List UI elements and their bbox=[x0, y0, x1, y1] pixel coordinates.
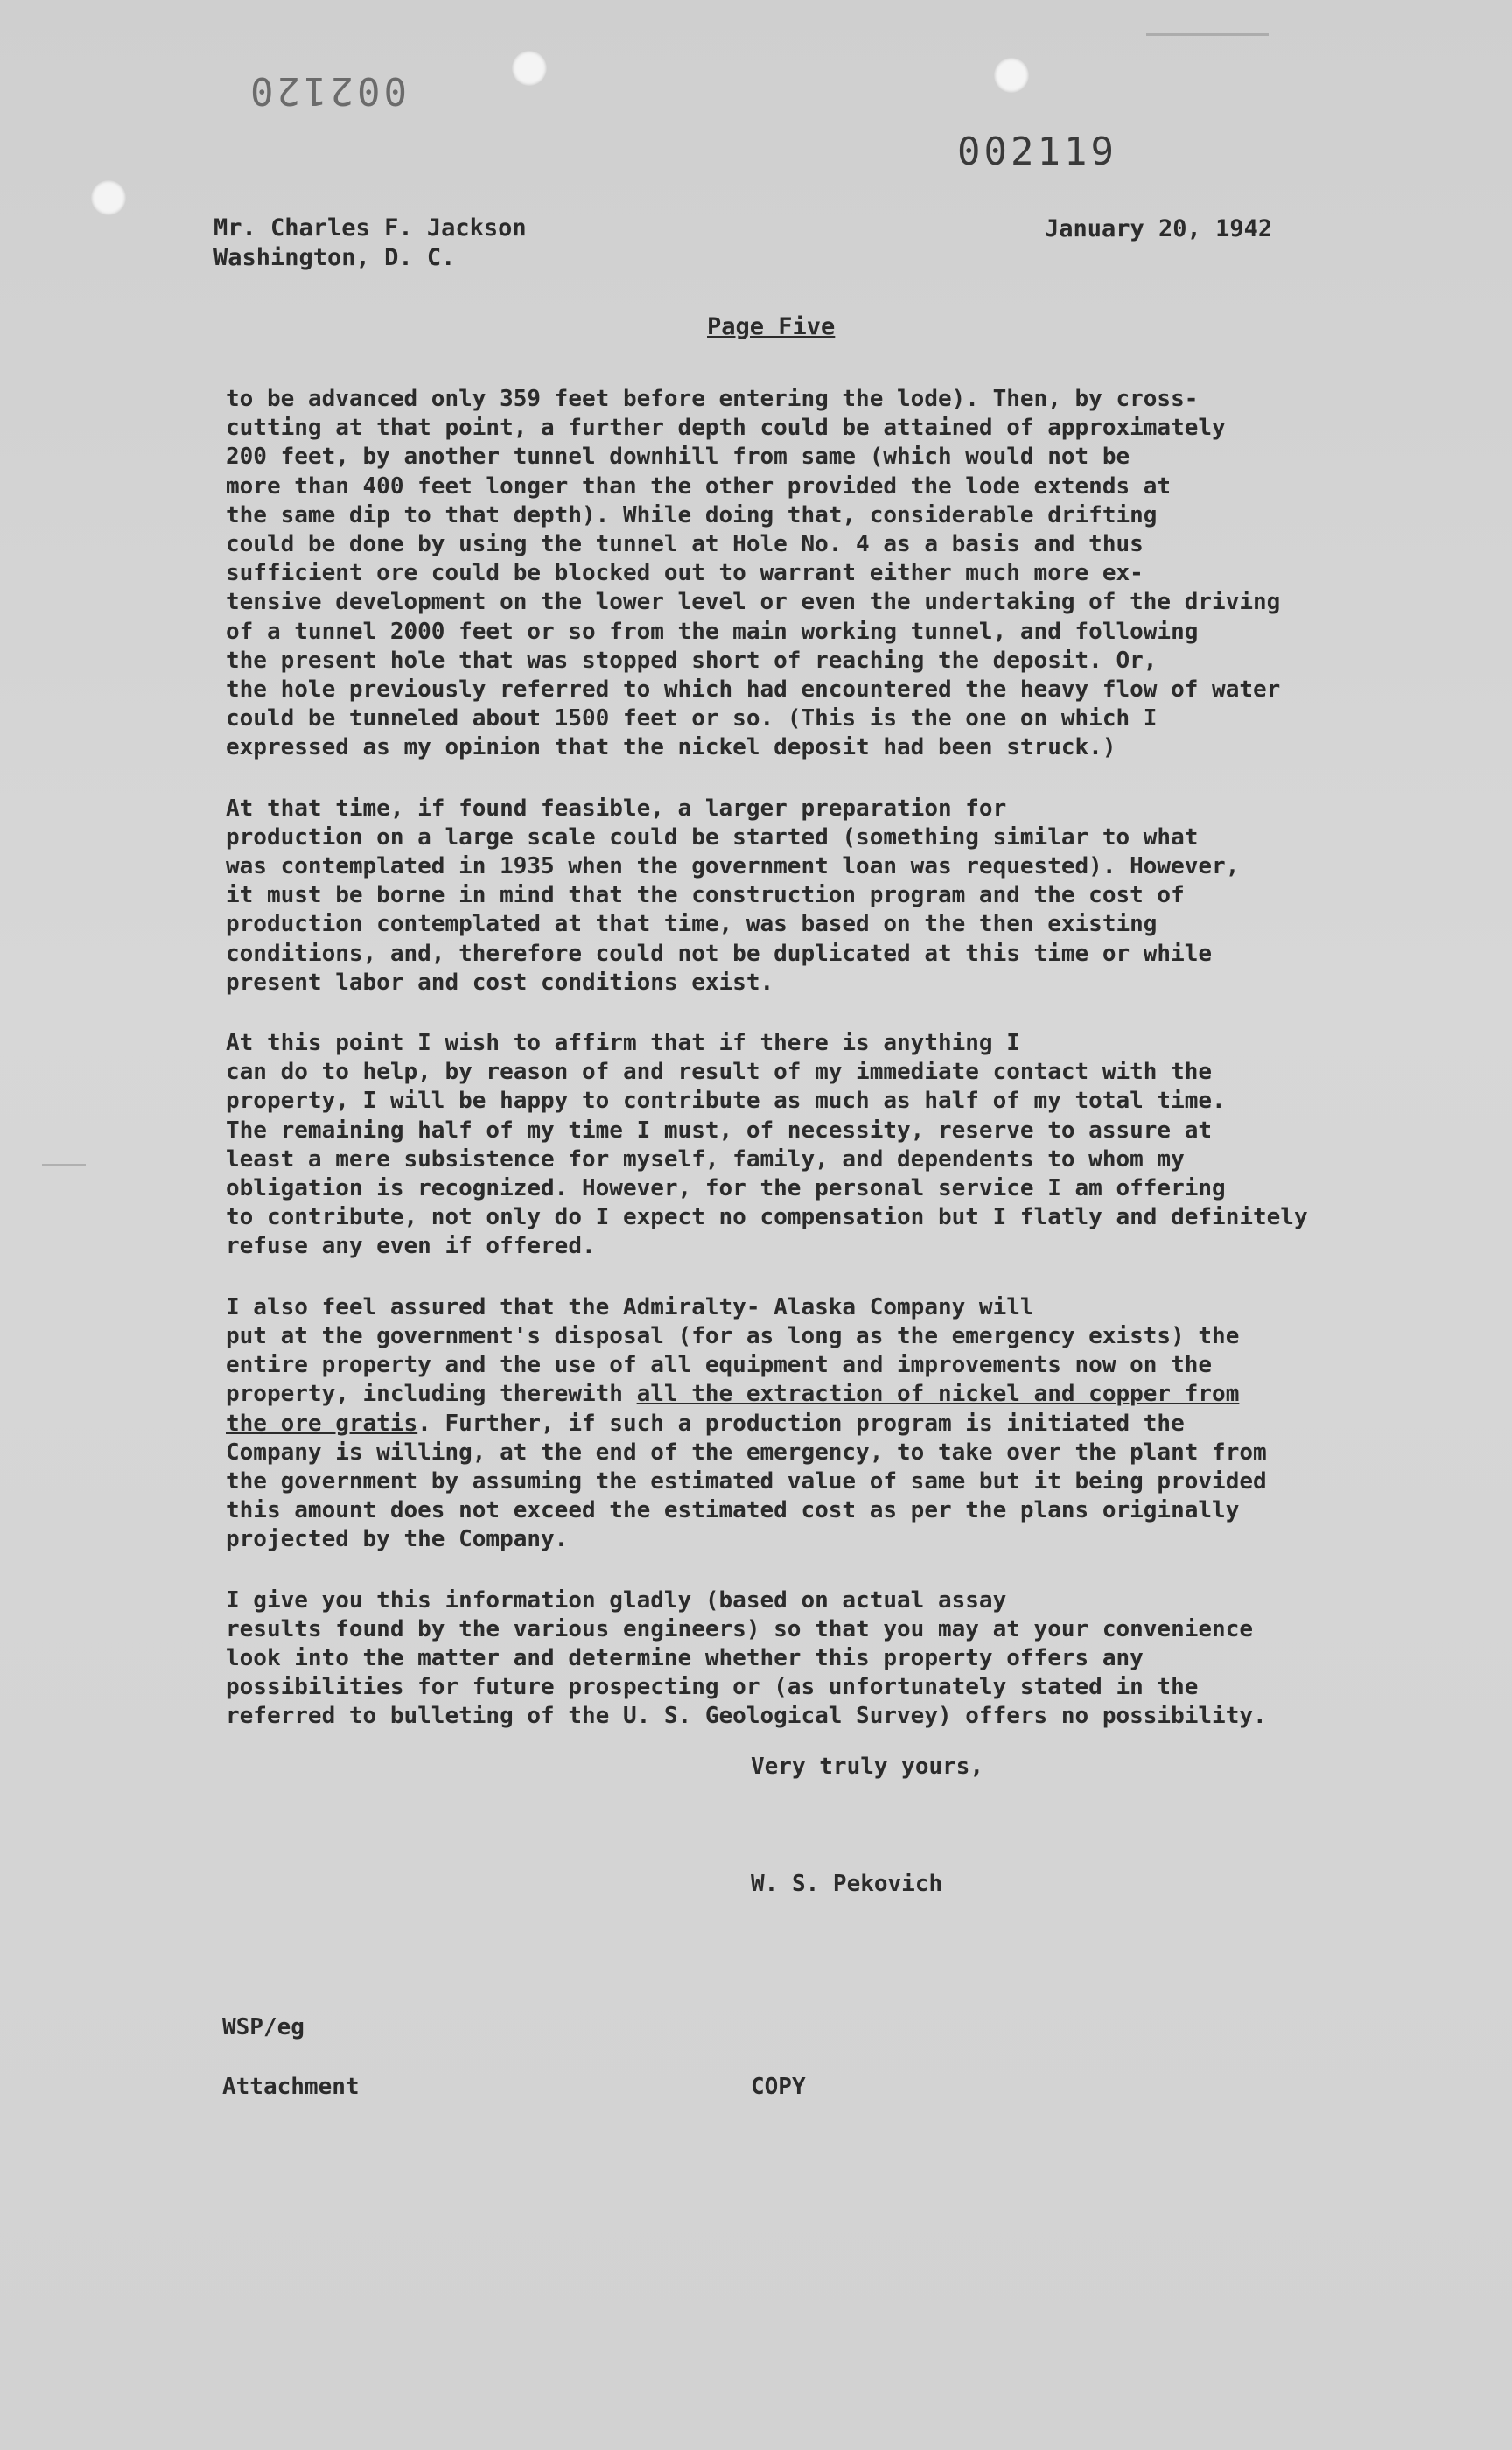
letter-date: January 20, 1942 bbox=[1045, 215, 1273, 242]
complimentary-close: Very truly yours, bbox=[751, 1754, 984, 1780]
punch-hole bbox=[512, 51, 547, 86]
paper-mark bbox=[1146, 33, 1269, 36]
mirrored-document-number: 002120 bbox=[247, 68, 407, 113]
underlined-phrase: all the extraction of nickel and copper from the ore gratis bbox=[226, 1381, 1240, 1437]
paragraph-4-end: . Further, if such a production program is initiated the Company is willing, at the end of the emergency, to take over the plant from the government by assuming the estimated value of same but it being provided this amount does not exceed the estimated cost as per the plans originally projected by the Company. bbox=[226, 1410, 1267, 1553]
document-number: 002119 bbox=[957, 130, 1117, 174]
signer-name: W. S. Pekovich bbox=[751, 1871, 943, 1897]
recipient-name: Mr. Charles F. Jackson bbox=[214, 214, 527, 242]
paragraph-3: At this point I wish to affirm that if there is anything I can do to help, by reason of and result of my immediate contact with the property, I will be happy to contribute as much as half of my total time. The remaining half of my time I must, of necessity, reserve to assure at least a mere subsistence for myself, family, and dependents to whom my obligation is recognized. However, for the personal service I am offering to contribute, not only do I expect no compensation but I flatly and definitely refuse any even if offered. bbox=[226, 1030, 1308, 1260]
punch-hole bbox=[994, 58, 1029, 93]
punch-hole bbox=[91, 180, 126, 215]
paragraph-4 bbox=[226, 1293, 1398, 1555]
letter-body bbox=[226, 385, 1398, 1763]
paragraph-1: to be advanced only 359 feet before entering the lode). Then, by cross- cutting at that point, a further depth could be attained of approximately 200 feet, by another tunnel downhill from same (which would not be more than 400 feet longer than the other provided the lode extends at the same dip to that depth). While doing that, considerable drifting could be done by using the tunnel at Hole No. 4 as a basis and thus sufficient ore could be blocked out to warrant either much more ex- tensive development on the lower level or even the undertaking of the driving of a tunnel 2000 feet or so from the main working tunnel, and following the present hole that was stopped short of reaching the deposit. Or, the hole previously referred to which had encountered the heavy flow of water could be tunneled about 1500 feet or so. (This is the one on which I expressed as my opinion that the nickel deposit had been struck.) bbox=[226, 386, 1281, 761]
paragraph-5: I give you this information gladly (based on actual assay results found by the various engineers) so that you may at your convenience look into the matter and determine whether this property offers any possibilities for future prospecting or (as unfortunately stated in the referred to bulleting of the U. S. Geological Survey) offers no possibility. bbox=[226, 1586, 1267, 1730]
reference-initials: WSP/eg bbox=[222, 2014, 304, 2040]
recipient-address bbox=[214, 214, 527, 273]
paragraph-2: At that time, if found feasible, a larger preparation for production on a large scale could be started (something similar to what was contemplated in 1935 when the government loan was requested). However, it must be borne in mind that the construction program and the cost of production contemplated at that time, was based on the then existing conditions, and, therefore could not be duplicated at this time or while present labor and cost conditions exist. bbox=[226, 794, 1240, 996]
enclosure-notation: Attachment bbox=[222, 2074, 360, 2100]
paper-mark bbox=[42, 1164, 86, 1166]
copy-mark: COPY bbox=[751, 2074, 806, 2100]
page-label: Page Five bbox=[707, 313, 836, 340]
recipient-city: Washington, D. C. bbox=[214, 244, 456, 271]
paragraph-4-start: I also feel assured that the Admiralty- Alaska Company will put at the government's disposal (for as long as the emergency exists) the entire property and the use of all equipment and improvements now on the property, including therewith bbox=[226, 1293, 1240, 1408]
